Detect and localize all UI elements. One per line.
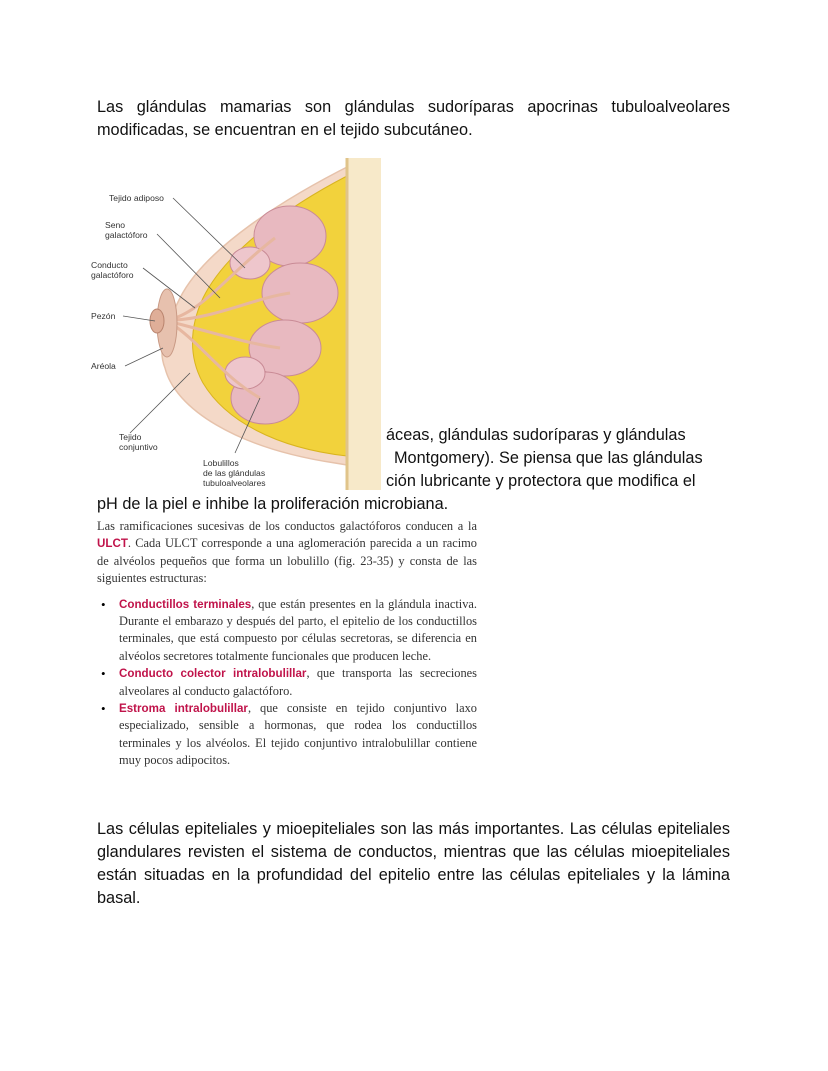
desc-estroma: , que consiste en tejido conjuntivo laxo especializado, sensible a hormonas, que rodea los conductillos terminales y los alvéolos. El tejido conjuntivo intralobulillar contiene muy pocos adipocitos. <box>119 701 477 768</box>
label-lobulillos-1: Lobulillos <box>203 458 239 468</box>
list-item <box>97 700 477 770</box>
areola-line-4: pH de la piel e inhibe la proliferación microbiana. <box>97 495 449 513</box>
label-lobulillos-3: tubuloalveolares <box>203 478 266 488</box>
list-item <box>97 596 477 666</box>
term-conducto-colector: Conducto colector intralobulillar <box>119 667 307 681</box>
cells-paragraph: Las células epiteliales y mioepiteliales son las más importantes. Las células epiteliales glandulares revisten el sistema de conductos, mientras que las células mioepiteliales están situadas en la profundidad del epitelio entre las células epiteliales y la lámina basal. <box>97 820 730 907</box>
desc-conductillos: , que están presentes en la glándula inactiva. Durante el embarazo y después del parto, el epitelio de los conductillos terminales, que está compuesto por células secretoras, se diferencia en alvéolos secretores totalmente funcionales que producen leche. <box>119 596 477 663</box>
list-item <box>97 665 477 700</box>
desc-conducto-colector: , que transporta las secreciones alveolares al conducto galactóforo. <box>119 666 477 698</box>
label-tejido-conjuntivo-2: conjuntivo <box>119 442 158 452</box>
intro-paragraph: Las glándulas mamarias son glándulas sudoríparas apocrinas tubuloalveolares modificadas, se encuentran en el tejido subcutáneo. <box>97 98 730 139</box>
areola-line-3: ción lubricante y protectora que modifica el <box>386 472 696 490</box>
label-pezon: Pezón <box>91 311 116 321</box>
term-estroma: Estroma intralobulillar <box>119 702 248 716</box>
ulct-term: ULCT <box>97 537 128 551</box>
bullet: • <box>101 666 106 682</box>
label-seno-1: Seno <box>105 220 126 230</box>
label-seno-2: galactóforo <box>105 230 148 240</box>
label-lobulillos-2: de las glándulas <box>203 468 266 478</box>
label-areola: Aréola <box>91 361 116 371</box>
label-conducto-1: Conducto <box>91 260 128 270</box>
structures-list <box>97 596 477 770</box>
bullet: • <box>101 596 106 612</box>
label-conducto-2: galactóforo <box>91 270 134 280</box>
textbook-excerpt <box>97 518 477 770</box>
textbook-intro <box>97 518 477 588</box>
breast-anatomy-figure <box>85 158 381 490</box>
textbook-intro-text-a: Las ramificaciones sucesivas de los conductos galactóforos conducen a la <box>97 519 477 533</box>
label-tejido-conjuntivo-1: Tejido <box>119 432 142 442</box>
term-conductillos: Conductillos terminales <box>119 597 252 611</box>
areola-line-1: áceas, glándulas sudoríparas y glándulas <box>386 426 686 444</box>
bullet: • <box>101 701 106 717</box>
areola-line-2: Montgomery). Se piensa que las glándulas <box>394 449 703 467</box>
textbook-intro-text-b: . Cada ULCT corresponde a una aglomeración parecida a un racimo de alvéolos pequeños que forma un lobulillo (fig. 23-35) y consta de las siguientes estructuras: <box>97 536 477 586</box>
label-tejido-adiposo: Tejido adiposo <box>109 193 164 203</box>
